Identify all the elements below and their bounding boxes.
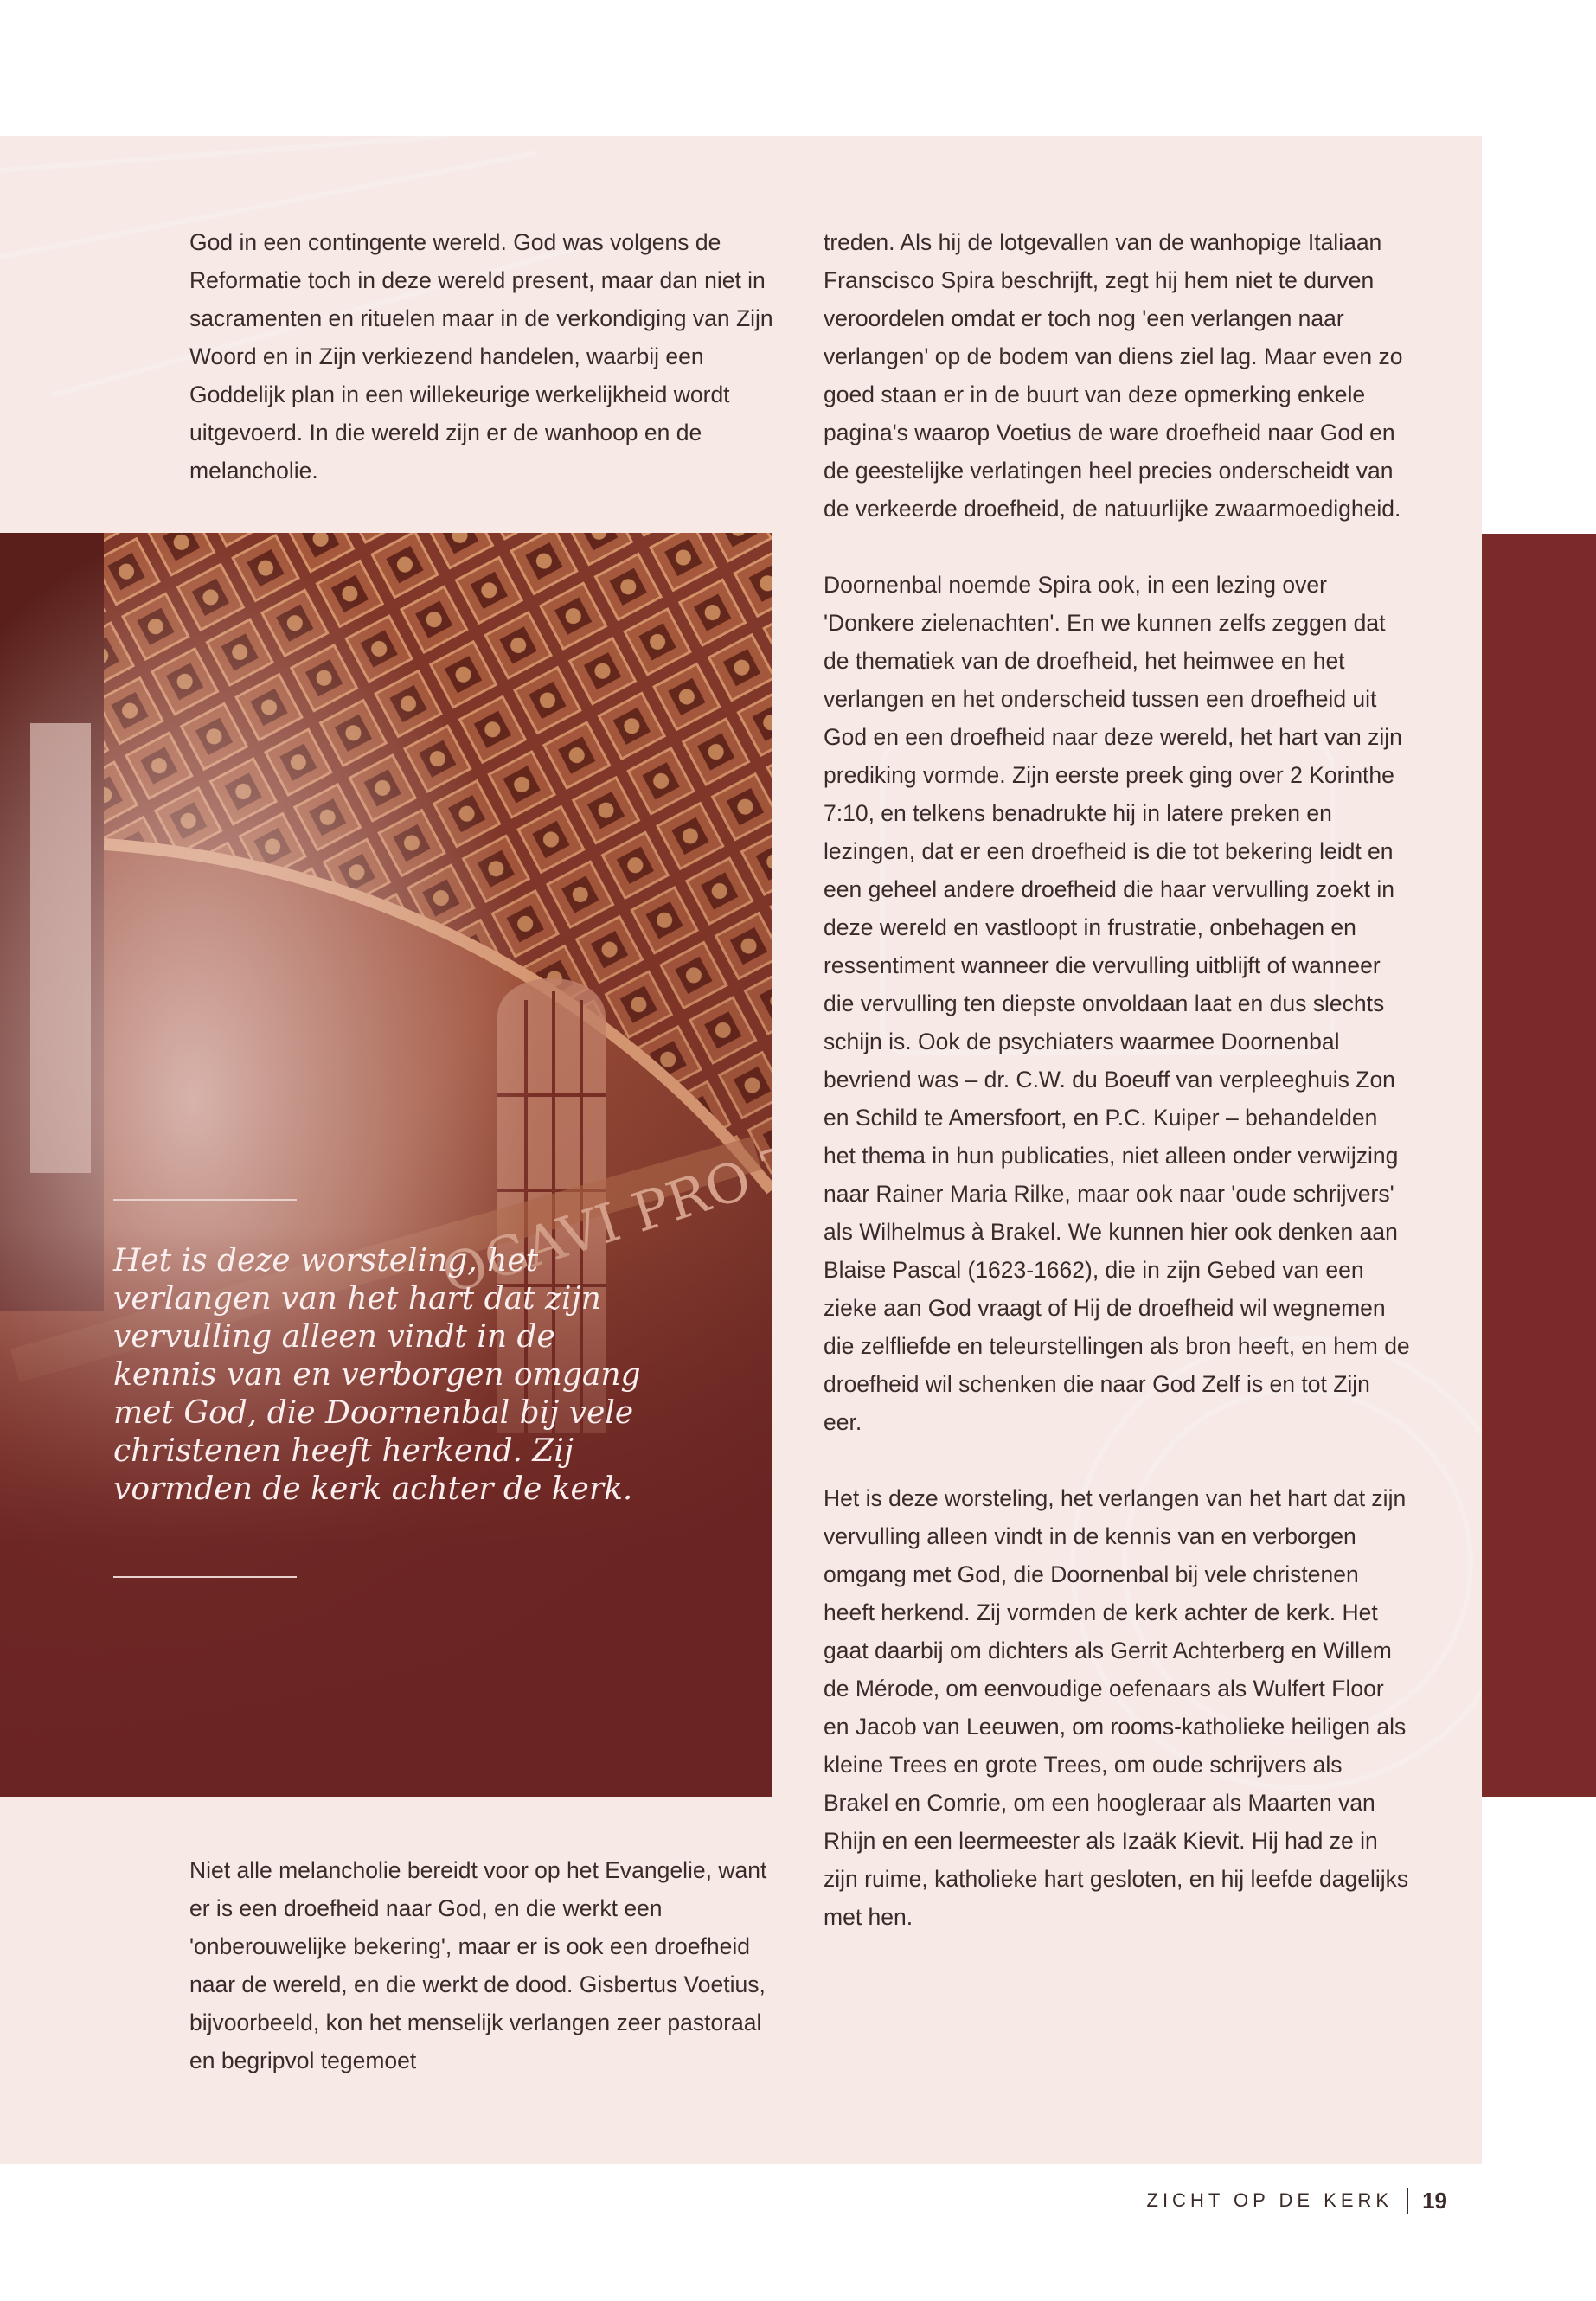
paragraph: treden. Als hij de lotgevallen van de wanhopige Italiaan Franscisco Spira beschrijft, zegt hij hem niet te durven veroordelen omdat er toch nog 'een verlangen naar verlangen' op de bodem van diens ziel lag. Maar even zo goed staan er in de buurt van deze opmerking enkele pagina's waarop Voetius de ware droefheid naar God en de geestelijke verlatingen heel precies onderscheidt van de verkeerde droefheid, de natuurlijke zwaarmoedigheid. xyxy=(824,229,1403,522)
paragraph: God in een contingente wereld. God was volgens de Reformatie toch in deze wereld present, maar dan niet in sacramenten en rituelen maar in de verkondiging van Zijn Woord en in Zijn verkiezend handelen, waarbij een Goddelijk plan in een willekeurige werkelijkheid wordt uitgevoerd. In die wereld zijn er de wanhoop en de melancholie. xyxy=(189,229,773,484)
page-footer xyxy=(1147,2186,1448,2215)
cathedral-illustration xyxy=(0,533,772,1797)
page-number: 19 xyxy=(1422,2187,1447,2214)
paragraph: Niet alle melancholie bereidt voor op het Evangelie, want er is een droefheid naar God, en die werkt een 'onberouwelijke bekering', maar er is ook een droefheid naar de wereld, en die werkt de dood. Gisbertus Voetius, bijvoorbeeld, kon het menselijk verlangen zeer pastoraal en begripvol tegemoet xyxy=(189,1857,767,2073)
accent-bar xyxy=(1482,534,1596,1797)
pull-quote: Het is deze worsteling, het verlangen van het hart dat zijn vervulling alleen vindt in de kennis van en verborgen omgang met God, die Doornenbal bij vele christenen heeft herkend. Zij vormden de kerk achter de kerk. xyxy=(113,1243,641,1507)
cathedral-photo xyxy=(0,533,772,1797)
paragraph: Het is deze worsteling, het verlangen van het hart dat zijn vervulling alleen vindt in de kennis van en verborgen omgang met God, die Doornenbal bij vele christenen heeft herkend. Zij vormden de kerk achter de kerk. Het gaat daarbij om dichters als Gerrit Achterberg en Willem de Mérode, om eenvoudige oefenaars als Wulfert Floor en Jacob van Leeuwen, om rooms-katholieke heiligen als kleine Trees en grote Trees, om oude schrijvers als Brakel en Comrie, om een hoogleraar als Maarten van Rhijn en een leermeester als Izaäk Kievit. Hij had ze in zijn ruime, katholieke hart gesloten, en hij leefde dagelijks met hen. xyxy=(824,1485,1409,1930)
column-right xyxy=(824,223,1412,1936)
paragraph: Doornenbal noemde Spira ook, in een lezing over 'Donkere zielenachten'. En we kunnen zelfs zeggen dat de thematiek van de droefheid, het heimwee en het verlangen en het onderscheid tussen een droefheid uit God en een droefheid naar deze wereld, het hart van zijn prediking vormde. Zijn eerste preek ging over 2 Korinthe 7:10, en telkens benadrukte hij in latere preken en lezingen, dat er een droefheid is die tot bekering leidt en een geheel andere droefheid die haar vervulling zoekt in deze wereld en vastloopt in frustratie, onbehagen en ressentiment wanneer die vervulling uitblijft of wanneer die vervulling ten diepste onvoldaan laat en dus slechts schijn is. Ook de psychiaters waarmee Doornenbal bevriend was – dr. C.W. du Boeuff van verpleeghuis Zon en Schild te Amersfoort, en P.C. Kuiper – behandelden het thema in hun publicaties, niet alleen onder verwijzing naar Rainer Maria Rilke, maar ook naar 'oude schrijvers' als Wilhelmus à Brakel. We kunnen hier ook denken aan Blaise Pascal (1623-1662), die in zijn Gebed van een zieke aan God vraagt of Hij de droefheid wil wegnemen die zelfliefde en teleurstellingen als bron heeft, en hem de droefheid wil schenken die naar God Zelf is en tot Zijn eer. xyxy=(824,572,1410,1435)
quote-rule-bottom xyxy=(113,1576,297,1578)
column-left-top xyxy=(189,223,778,490)
column-left-bottom xyxy=(189,1851,778,2080)
footer-divider xyxy=(1407,2188,1408,2214)
magazine-name: ZICHT OP DE KERK xyxy=(1146,2189,1394,2211)
quote-rule-top xyxy=(113,1199,297,1201)
